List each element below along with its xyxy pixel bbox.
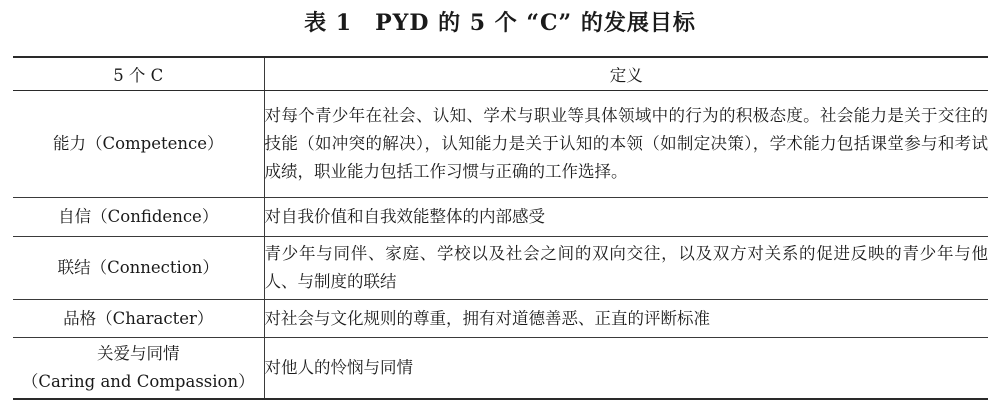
row-name: 自信（Confidence） xyxy=(58,207,219,226)
table-row xyxy=(13,237,988,300)
row-definition: 对每个青少年在社会、认知、学术与职业等具体领域中的行为的积极态度。社会能力是关于交往的技能（如冲突的解决），认知能力是关于认知的本领（如制定决策），学术能力包括课堂参与和考试成绩，职业能力包括工作习惯与正确的工作选择。 xyxy=(264,91,988,198)
row-definition: 对他人的怜悯与同情 xyxy=(264,338,988,400)
table-header-row xyxy=(13,57,988,91)
row-name-cell xyxy=(13,237,264,300)
row-name-cell xyxy=(13,198,264,237)
row-definition: 对自我价值和自我效能整体的内部感受 xyxy=(264,198,988,237)
row-name: 品格（Character） xyxy=(63,308,214,328)
row-definition: 青少年与同伴、家庭、学校以及社会之间的双向交往，以及双方对关系的促进反映的青少年与他人、与制度的联结 xyxy=(264,237,988,300)
row-name-cell xyxy=(13,300,264,338)
header-definition: 定义 xyxy=(264,57,988,91)
row-name: 联结（Connection） xyxy=(57,258,219,277)
row-name-english: （Caring and Compassion） xyxy=(21,372,255,391)
row-name-cell xyxy=(13,338,264,400)
table-row xyxy=(13,338,988,400)
table-row xyxy=(13,300,988,338)
table-caption: 表 1 PYD 的 5 个 “C” 的发展目标 xyxy=(304,10,696,36)
row-name: 能力（Competence） xyxy=(52,134,224,153)
header-five-c: 5 个 C xyxy=(13,57,264,91)
row-definition: 对社会与文化规则的尊重，拥有对道德善恶、正直的评断标准 xyxy=(264,300,988,338)
row-name: 关爱与同情 xyxy=(97,344,180,363)
table-row xyxy=(13,198,988,237)
table-row xyxy=(13,91,988,198)
pyd-table xyxy=(13,56,988,400)
row-name-cell xyxy=(13,91,264,198)
